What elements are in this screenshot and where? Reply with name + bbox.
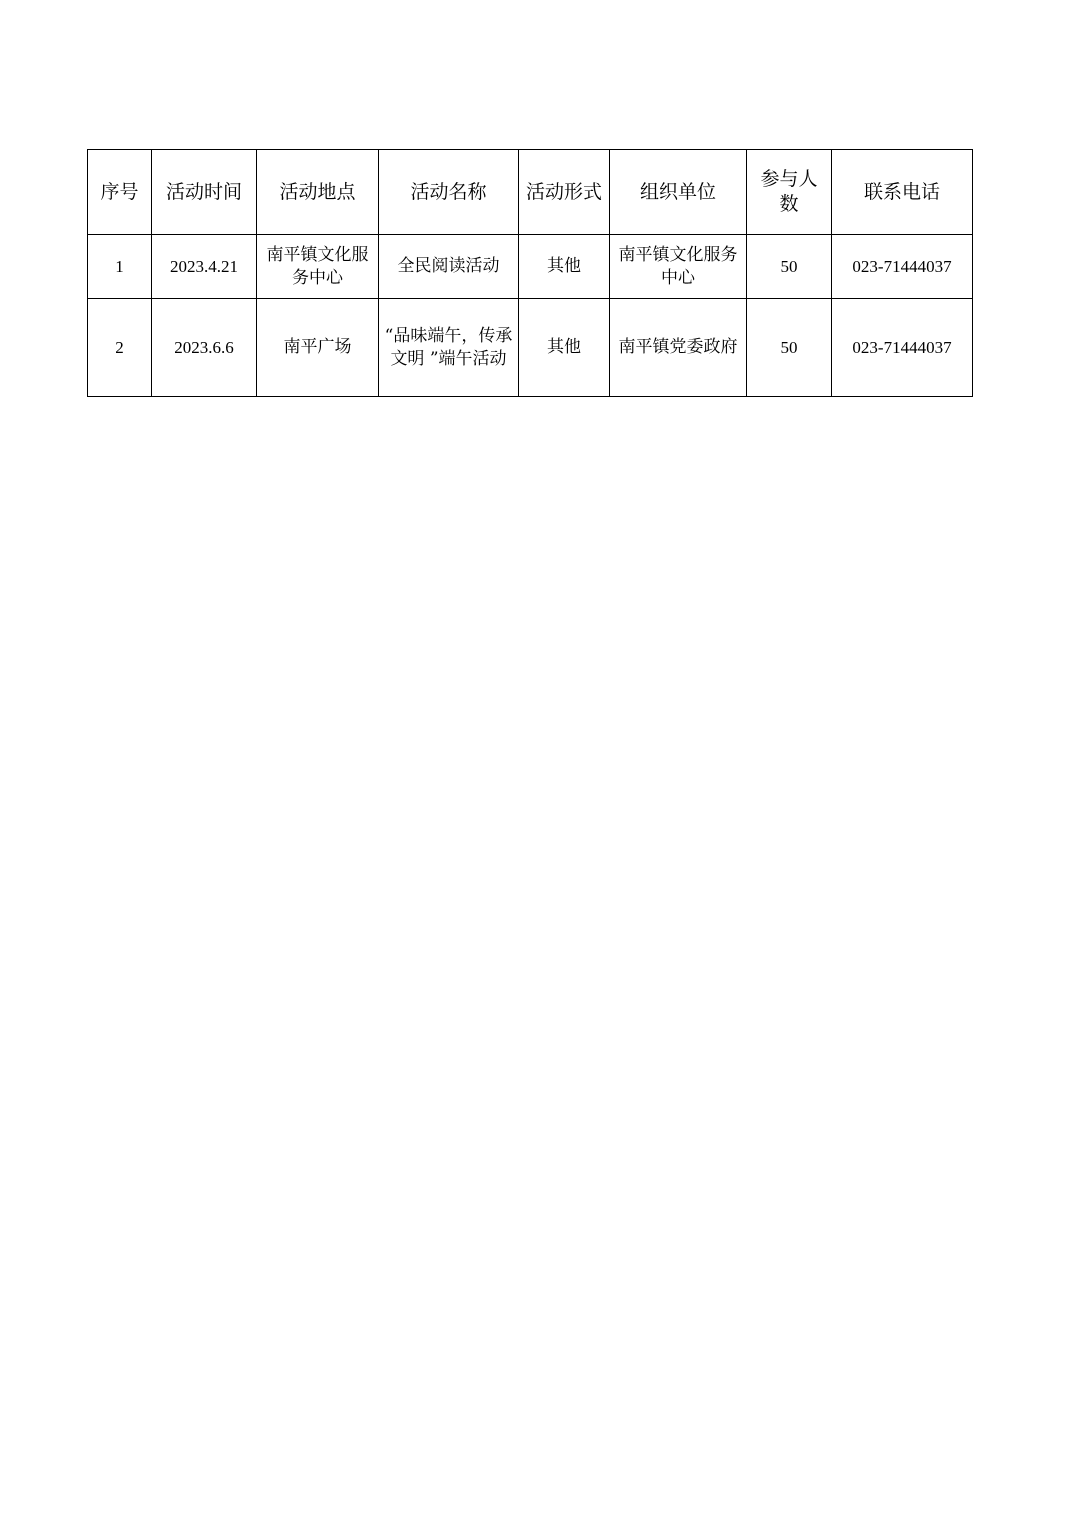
header-name: 活动名称 [379,150,519,235]
cell-participants: 50 [747,235,832,299]
header-phone: 联系电话 [832,150,973,235]
cell-time: 2023.6.6 [152,299,257,397]
table-header-row [88,150,973,235]
table-row [88,235,973,299]
table-row [88,299,973,397]
header-time: 活动时间 [152,150,257,235]
header-participants: 参与人数 [747,150,832,235]
cell-name: “品味端午，传承文明 ”端午活动 [379,299,519,397]
header-location: 活动地点 [257,150,379,235]
cell-participants: 50 [747,299,832,397]
cell-index: 1 [88,235,152,299]
cell-location: 南平镇文化服务中心 [257,235,379,299]
cell-form: 其他 [519,299,610,397]
cell-time: 2023.4.21 [152,235,257,299]
cell-phone: 023-71444037 [832,235,973,299]
header-organizer: 组织单位 [610,150,747,235]
cell-phone: 023-71444037 [832,299,973,397]
header-form: 活动形式 [519,150,610,235]
activity-table [87,149,973,397]
cell-location: 南平广场 [257,299,379,397]
cell-organizer: 南平镇党委政府 [610,299,747,397]
header-index: 序号 [88,150,152,235]
cell-index: 2 [88,299,152,397]
cell-organizer: 南平镇文化服务中心 [610,235,747,299]
cell-name: 全民阅读活动 [379,235,519,299]
cell-form: 其他 [519,235,610,299]
